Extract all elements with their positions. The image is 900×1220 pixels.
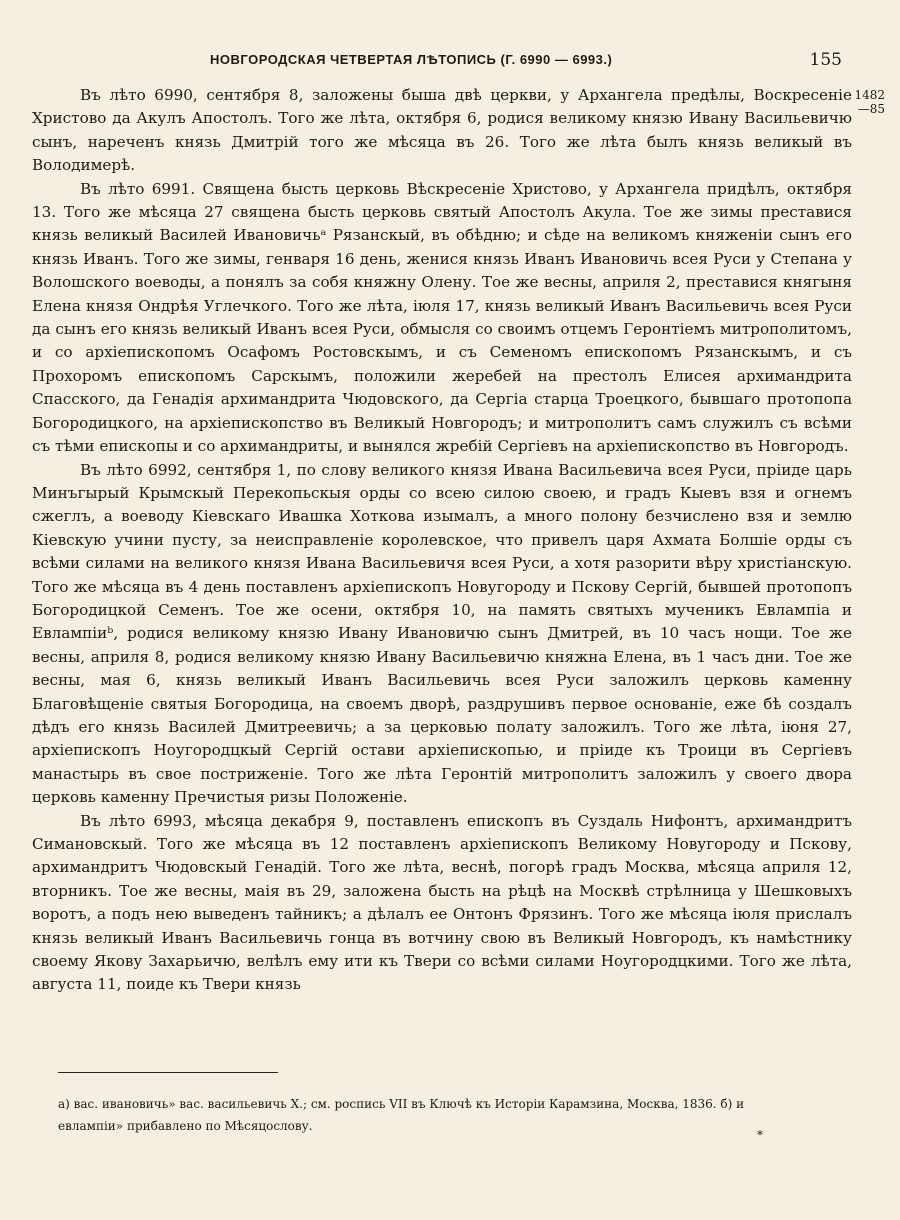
footnotes (58, 1093, 858, 1137)
page-header (60, 50, 850, 72)
margin-year-bottom: —85 (857, 102, 885, 116)
asterisk-mark: * (757, 1128, 763, 1142)
footnote-divider (58, 1072, 278, 1073)
paragraph-6990: Въ лѣто 6990, сентября 8, заложены быша двѣ церкви, у Архангела предѣлы, Воскресеніе Христово да Акулъ Апостолъ. Того же лѣта, октября 6, родися великому князю Ивану Васильевичю сынъ, нареченъ князь Дмитрій того же мѣсяца въ 26. Того же лѣта былъ князь великый въ Володимерѣ. (32, 86, 852, 175)
paragraph-6991: Въ лѣто 6991. Священа бысть церковь Вѣскресеніе Христово, у Архангела придѣлъ, октября 13. Того же мѣсяца 27 священа бысть церковь святый Апостолъ Акула. Тое же зимы преставися князь великый Василей Ивановичьᵃ Рязанскый, въ обѣдню; и сѣде на великомъ княженіи сынъ его князь Иванъ. Того же зимы, генваря 16 день, женися князь Иванъ Ивановичь всея Руси у Степана у Волошского воеводы, а понялъ за собя княжну Олену. Тое же весны, априля 2, преставися княгыня Елена князя Ондрѣя Углечкого. Того же лѣта, іюля 17, князь великый Иванъ Васильевичь всея Руси да сынъ его князь великый Иванъ всея Руси, обмысля со своимъ отцемъ Геронтіемъ митрополитомъ, и со архіепископомъ Осафомъ Ростовскымъ, и съ Семеномъ епископомъ Рязанскымъ, и съ Прохоромъ епископомъ Сарскымъ, положили жеребей на престолъ Елисея архимандрита Спасского, да Генадія архимандрита Чюдовского, да Сергіа старца Троецкого, бывшаго протопопа Богородицкого, на архіепископство въ Великый Новгородъ; и митрополитъ самъ служилъ съ всѣми съ тѣми епископы и со архимандриты, и вынялся жребій Сергіевъ на архіепископство въ Новгородъ. (32, 179, 852, 456)
footnote-line: евлампіи» прибавлено по Мѣсяцослову. (58, 1119, 313, 1133)
paragraph-6992: Въ лѣто 6992, сентября 1, по слову великого князя Ивана Васильевича всея Руси, пріиде царь Минъгырый Крымскый Перекопьскыя орды со всею силою своею, и градъ Кыевъ взя и огнемъ сжеглъ, а воеводу Кіевскаго Ивашка Хоткова изымалъ, а много полону безчислено взя и землю Кіевскую учини пусту, за неисправленіе королевское, что привелъ царя Ахмата Болшіе орды съ всѣми силами на великого князя Ивана Васильевичя всея Руси, а хотя разорити вѣру христіанскую. Того же мѣсяца въ 4 день поставленъ архіепископъ Новугороду и Пскову Сергій, бывшей протопопъ Богородицкой Семенъ. Тое же осени, октября 10, на память святыхъ мученикъ Евлампіа и Евлампіиᵇ, родися великому князю Ивану Ивановичю сынъ Дмитрей, въ 10 часъ нощи. Тое же весны, априля 8, родися великому князю Ивану Васильевичю княжна Елена, въ 1 часъ дни. Тое же весны, мая 6, князь великый Иванъ Васильевичь всея Руси заложилъ церковь каменну Благовѣщеніе святыя Богородица, на своемъ дворѣ, раздрушивъ первое основаніе, еже бѣ создалъ дѣдъ его князь Василей Дмитреевичь; а за церковью полату заложилъ. Того же лѣта, іюня 27, архіепископъ Ноугородцкый Сергій остави архіепископью, и пріиде къ Троици въ Сергіевъ манастырь въ свое постриженіе. Того же лѣта Геронтій митрополитъ заложилъ у своего двора церковь каменну Пречистыя ризы Положеніе. (32, 460, 852, 807)
margin-year-top: 1482 (854, 88, 885, 102)
footnote-line: а) вас. ивановичь» вас. васильевичь X.; см. роспись VII въ Ключѣ къ Исторіи Карамзина, Москва, 1836. б) и (58, 1097, 745, 1111)
chronicle-text (32, 84, 852, 997)
page-number: 155 (809, 50, 842, 70)
running-head: НОВГОРОДСКАЯ ЧЕТВЕРТАЯ ЛѢТОПИСЬ (Г. 6990 — 6993.) (210, 52, 613, 67)
paragraph-6993: Въ лѣто 6993, мѣсяца декабря 9, поставленъ епископъ въ Суздаль Нифонтъ, архимандритъ Симановскый. Того же мѣсяца въ 12 поставленъ архіепископъ Великому Новугороду и Пскову, архимандритъ Чюдовскый Генадій. Того же лѣта, веснѣ, погорѣ градъ Москва, мѣсяца априля 12, вторникъ. Тое же весны, маія въ 29, заложена бысть на рѣцѣ на Москвѣ стрѣлница у Шешковыхъ воротъ, а подъ нею выведенъ тайникъ; а дѣлалъ ее Онтонъ Фрязинъ. Того же мѣсяца іюля прислалъ князь великый Иванъ Васильевичь гонца въ вотчину свою въ Великый Новгородъ, къ намѣстнику своему Якову Захарьичю, велѣлъ ему ити къ Твери со всѣми силами Ноугородцкими. Того же лѣта, августа 11, поиде къ Твери князь (32, 811, 852, 994)
